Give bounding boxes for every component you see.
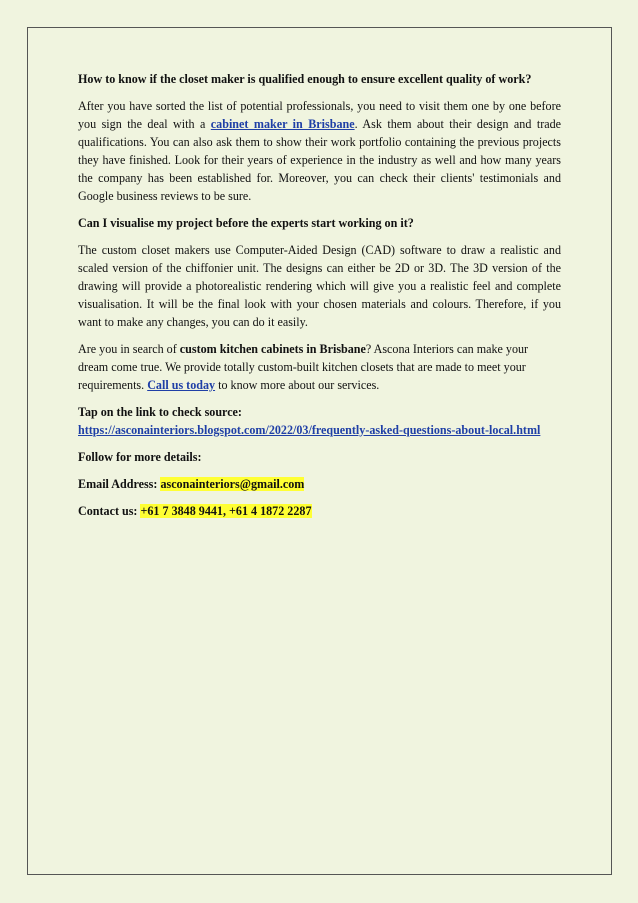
q2-heading: Can I visualise my project before the experts start working on it?: [78, 216, 414, 230]
contact-label: Contact us:: [78, 504, 141, 518]
source-url-link[interactable]: https://asconainteriors.blogspot.com/2022/03/frequently-asked-questions-about-local.html: [78, 423, 541, 437]
promo-text-a: Are you in search of: [78, 342, 180, 356]
q1-text-a: After you have sorted the list of potential professionals, you need to visit them one by one before you sign the deal with a: [78, 99, 561, 131]
follow-label: Follow for more details:: [78, 450, 202, 464]
email-line: [78, 475, 561, 493]
contact-value[interactable]: +61 7 3848 9441, +61 4 1872 2287: [140, 504, 312, 518]
q2-paragraph: The custom closet makers use Computer-Aided Design (CAD) software to draw a realistic and scaled version of the chiffonier unit. The designs can either be 2D or 3D. The 3D version of the drawing will provide a photorealistic rendering which will give you a realistic feel and complete visualisation. It will be the final look with your chosen materials and colours. Therefore, if you want to make any changes, you can do it easily.: [78, 243, 561, 329]
document-body: [78, 70, 561, 529]
email-label: Email Address:: [78, 477, 161, 491]
promo-bold-text: custom kitchen cabinets in Brisbane: [179, 342, 366, 356]
call-us-link[interactable]: Call us today: [147, 378, 216, 392]
source-label: Tap on the link to check source:: [78, 405, 242, 419]
q1-heading: How to know if the closet maker is qualified enough to ensure excellent quality of work?: [78, 72, 532, 86]
source-block: [78, 403, 561, 439]
promo-text-c: to know more about our services.: [215, 378, 380, 392]
promo-text-b: ? Ascona Interiors can make your dream come true. We provide totally custom-built kitchen closets that are made to meet your requirements.: [78, 342, 529, 392]
contact-line: [78, 502, 561, 520]
q1-paragraph: [78, 97, 561, 205]
promo-paragraph: [78, 340, 561, 394]
q1-text-b: . Ask them about their design and trade qualifications. You can also ask them to show their work portfolio containing the previous projects they have finished. Look for their years of experience in the industry as well and how many years the company has been established for. Moreover, you can check their clients' testimonials and Google business reviews to be sure.: [78, 117, 561, 203]
cabinet-maker-link[interactable]: cabinet maker in Brisbane: [210, 117, 355, 131]
email-value[interactable]: asconainteriors@gmail.com: [160, 477, 305, 491]
